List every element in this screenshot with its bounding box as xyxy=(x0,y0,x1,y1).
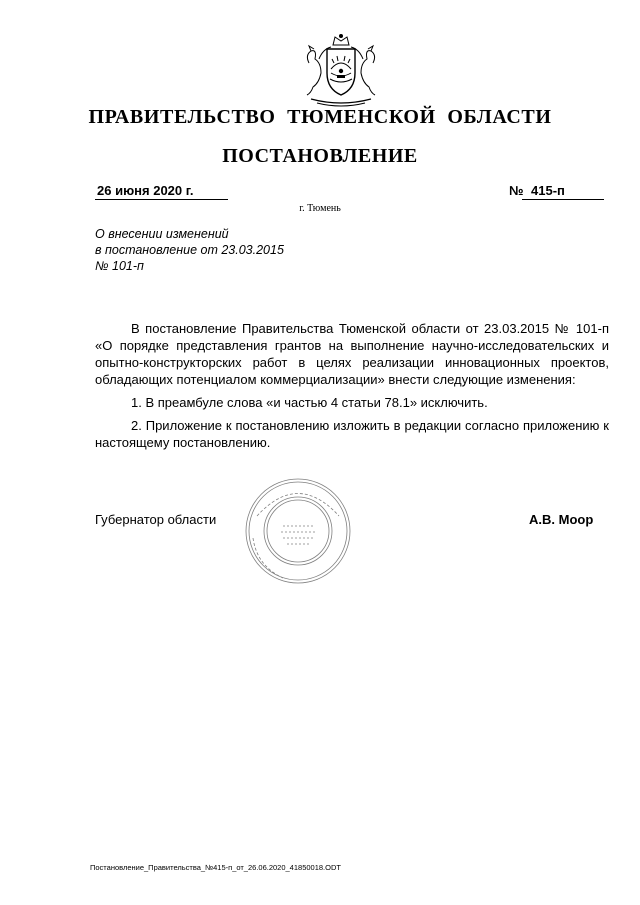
document-date: 26 июня 2020 г. xyxy=(97,183,194,198)
date-underline xyxy=(95,199,228,200)
number-sign: № xyxy=(509,183,524,198)
footer-filename: Постановление_Правительства_№415-п_от_26.06.2020_41850018.ODT xyxy=(90,863,341,872)
government-title: ПРАВИТЕЛЬСТВО ТЮМЕНСКОЙ ОБЛАСТИ xyxy=(88,106,552,128)
body-item-1: 1. В преамбуле слова «и частью 4 статьи 78.1» исключить. xyxy=(131,395,488,410)
official-seal-icon xyxy=(243,476,353,586)
signer-title: Губернатор области xyxy=(95,512,217,527)
tyumen-region-coat-of-arms-icon xyxy=(297,33,385,107)
document-number: 415-п xyxy=(531,183,565,198)
document-body xyxy=(95,320,609,451)
body-intro-paragraph: В постановление Правительства Тюменской области от 23.03.2015 № 101-п «О порядке представления грантов на выполнение научно-исследовательских и опытно-конструкторских работ в целях реализации инновационных проектов, обладающих потенциалом коммерциализации» внести следующие изменения: xyxy=(95,321,609,387)
subject-line: № 101-п xyxy=(95,259,144,273)
signer-name: А.В. Моор xyxy=(529,512,594,527)
document-subject xyxy=(95,226,284,274)
document-type: ПОСТАНОВЛЕНИЕ xyxy=(222,145,418,167)
city: г. Тюмень xyxy=(299,203,341,214)
number-underline xyxy=(522,199,604,200)
subject-line: О внесении изменений xyxy=(95,227,229,241)
subject-line: в постановление от 23.03.2015 xyxy=(95,243,284,257)
body-item-2: 2. Приложение к постановлению изложить в редакции согласно приложению к настоящему постановлению. xyxy=(95,418,609,450)
